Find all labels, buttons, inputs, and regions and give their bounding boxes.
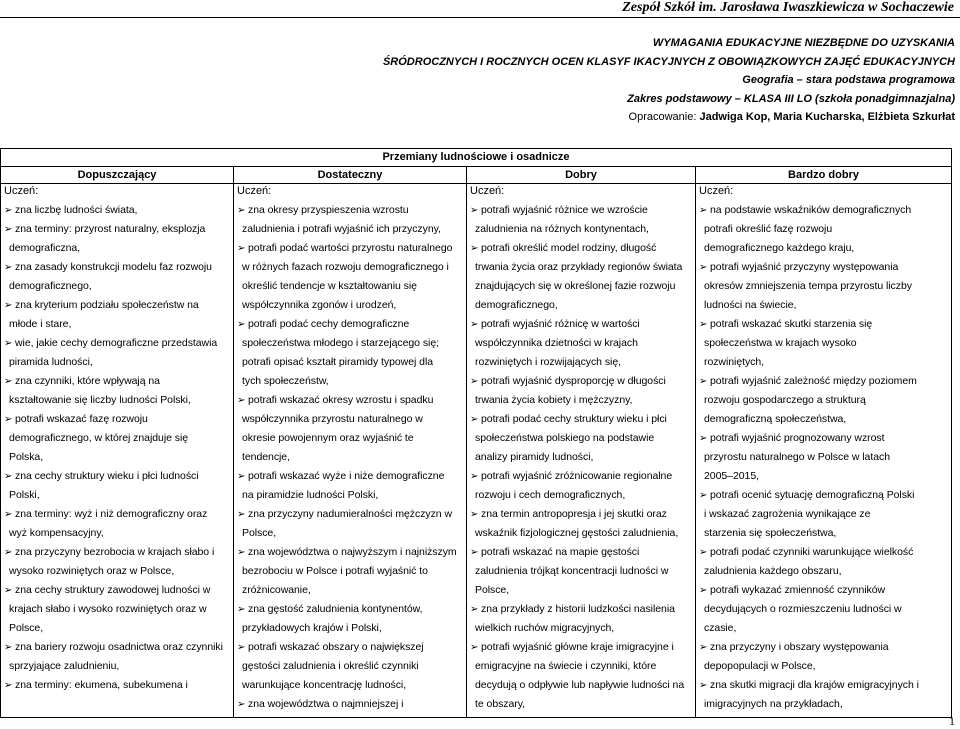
- requirement-text: czasie,: [704, 622, 737, 634]
- requirement-text: potrafi wskazać obszary o największej: [248, 641, 424, 653]
- requirement-line: [470, 524, 692, 543]
- arrow-bullet-icon: ➢: [699, 262, 708, 273]
- requirement-text: potrafi wyjaśnić zróżnicowanie regionalne: [481, 470, 673, 482]
- requirement-text: potrafi wskazać na mapie gęstości: [481, 546, 640, 558]
- requirement-text: zna liczbę ludności świata,: [15, 204, 138, 216]
- requirement-line: [699, 391, 948, 410]
- requirement-text: rozwoju gospodarczego a strukturą: [704, 394, 866, 406]
- requirement-text: bezrobociu w Polsce i potrafi wyjaśnić to: [242, 565, 428, 577]
- requirement-text: znajdujących się w określonej fazie rozwoju: [475, 280, 676, 292]
- arrow-bullet-icon: ➢: [699, 547, 708, 558]
- requirement-text: potrafi wskazać fazę rozwoju: [15, 413, 148, 425]
- requirement-line: [699, 467, 948, 486]
- requirement-line: [699, 296, 948, 315]
- column-dobry: [467, 198, 696, 718]
- requirement-text: zna terminy: ekumena, subekumena i: [15, 679, 188, 691]
- arrow-bullet-icon: ➢: [237, 604, 246, 615]
- requirement-line: [237, 277, 463, 296]
- requirement-text: potrafi ocenić sytuację demograficzną Polski: [710, 489, 915, 501]
- requirement-text: potrafi podać cechy demograficzne: [248, 318, 410, 330]
- requirement-line: [699, 581, 948, 600]
- requirement-line: [699, 353, 948, 372]
- requirement-text: piramida ludności,: [9, 356, 93, 368]
- requirement-text: zna cechy struktury wieku i płci ludności: [15, 470, 199, 482]
- arrow-bullet-icon: ➢: [699, 319, 708, 330]
- section-title: Przemiany ludnościowe i osadnicze: [1, 149, 952, 167]
- arrow-bullet-icon: ➢: [4, 224, 13, 235]
- requirement-line: [470, 258, 692, 277]
- level-header-3: Dobry: [467, 167, 696, 184]
- requirement-text: wyż kompensacyjny,: [9, 527, 104, 539]
- requirement-line: [470, 657, 692, 676]
- requirement-text: gęstości zaludnienia i określić czynniki: [242, 660, 419, 672]
- requirement-text: rozwiniętych i rozwijających się,: [475, 356, 621, 368]
- requirement-text: Polski,: [9, 489, 40, 501]
- requirement-text: sprzyjające zaludnieniu,: [9, 660, 120, 672]
- requirement-text: zaludnienia trójkąt koncentracji ludności w: [475, 565, 669, 577]
- requirement-line: [237, 391, 463, 410]
- requirement-line: [470, 581, 692, 600]
- requirement-text: zna kryterium podziału społeczeństw na: [15, 299, 199, 311]
- requirement-line: [4, 410, 230, 429]
- requirement-line: [237, 695, 463, 714]
- arrow-bullet-icon: ➢: [470, 414, 479, 425]
- requirement-text: kształtowanie się liczby ludności Polski,: [9, 394, 191, 406]
- requirement-text: Polska,: [9, 451, 44, 463]
- arrow-bullet-icon: ➢: [470, 319, 479, 330]
- requirement-line: [699, 619, 948, 638]
- requirement-line: [470, 562, 692, 581]
- requirement-line: [699, 334, 948, 353]
- requirement-line: [4, 638, 230, 657]
- arrow-bullet-icon: ➢: [699, 680, 708, 691]
- requirement-text: Polsce,: [9, 622, 44, 634]
- requirement-line: [4, 600, 230, 619]
- arrow-bullet-icon: ➢: [4, 509, 13, 520]
- header-line-1: WYMAGANIA EDUKACYJNE NIEZBĘDNE DO UZYSKANIA: [652, 37, 955, 49]
- requirement-text: starzenia się społeczeństwa,: [704, 527, 837, 539]
- requirement-line: [4, 429, 230, 448]
- requirement-text: krajach słabo i wysoko rozwiniętych oraz w: [9, 603, 207, 615]
- requirement-text: trwania życia oraz przykłady regionów świata: [475, 261, 683, 273]
- requirement-text: społeczeństwa w krajach wysoko: [704, 337, 857, 349]
- requirements-table: [0, 148, 952, 718]
- requirement-line: [237, 657, 463, 676]
- requirement-text: analizy piramidy ludności,: [475, 451, 594, 463]
- arrow-bullet-icon: ➢: [4, 471, 13, 482]
- requirement-line: [4, 543, 230, 562]
- arrow-bullet-icon: ➢: [4, 585, 13, 596]
- arrow-bullet-icon: ➢: [237, 547, 246, 558]
- requirement-line: [470, 448, 692, 467]
- requirement-line: [470, 220, 692, 239]
- requirement-line: [470, 296, 692, 315]
- student-label: Uczeń:: [467, 184, 696, 199]
- requirement-line: [237, 600, 463, 619]
- arrow-bullet-icon: ➢: [4, 338, 13, 349]
- requirement-line: [699, 600, 948, 619]
- requirement-text: demograficzna,: [9, 242, 81, 254]
- requirement-line: [237, 239, 463, 258]
- requirement-line: [470, 543, 692, 562]
- requirement-text: zna skutki migracji dla krajów emigracyjnych i: [710, 679, 919, 691]
- requirement-line: [4, 201, 230, 220]
- requirement-text: potrafi podać wartości przyrostu naturalnego: [248, 242, 453, 254]
- requirement-line: [4, 391, 230, 410]
- requirement-text: zna przykłady z historii ludzkości nasilenia: [481, 603, 675, 615]
- requirement-line: [237, 201, 463, 220]
- requirement-text: i wskazać zagrożenia wynikające ze: [704, 508, 871, 520]
- requirement-line: [237, 410, 463, 429]
- requirement-text: zróżnicowanie,: [242, 584, 311, 596]
- requirement-line: [237, 638, 463, 657]
- requirement-text: zna cechy struktury zawodowej ludności w: [15, 584, 211, 596]
- requirement-text: wielkich ruchów migracyjnych,: [475, 622, 615, 634]
- requirement-text: potrafi wyjaśnić główne kraje imigracyjne i: [481, 641, 674, 653]
- requirement-line: [237, 296, 463, 315]
- requirement-line: [237, 524, 463, 543]
- column-bardzo-dobry: [696, 198, 952, 718]
- requirement-line: [4, 448, 230, 467]
- requirement-text: wie, jakie cechy demograficzne przedstawia: [15, 337, 218, 349]
- requirement-line: [4, 258, 230, 277]
- requirement-line: [4, 505, 230, 524]
- requirement-text: decydują o odpływie lub napływie ludności na: [475, 679, 685, 691]
- requirement-text: potrafi wyjaśnić przyczyny występowania: [710, 261, 899, 273]
- arrow-bullet-icon: ➢: [4, 376, 13, 387]
- requirement-line: [699, 372, 948, 391]
- requirement-text: demograficznego,: [475, 299, 558, 311]
- requirement-line: [470, 372, 692, 391]
- requirement-line: [699, 657, 948, 676]
- arrow-bullet-icon: ➢: [237, 471, 246, 482]
- requirement-line: [470, 429, 692, 448]
- requirement-line: [470, 239, 692, 258]
- requirement-text: demograficzną społeczeństwa,: [704, 413, 847, 425]
- arrow-bullet-icon: ➢: [699, 490, 708, 501]
- requirement-line: [699, 239, 948, 258]
- requirement-line: [237, 315, 463, 334]
- requirement-text: potrafi podać czynniki warunkujące wielkość: [710, 546, 914, 558]
- requirement-line: [237, 353, 463, 372]
- arrow-bullet-icon: ➢: [470, 471, 479, 482]
- requirement-text: wskaźnik fizjologicznej gęstości zaludnienia,: [475, 527, 679, 539]
- requirement-text: emigracyjne na świecie i czynniki, które: [475, 660, 657, 672]
- requirement-line: [470, 505, 692, 524]
- requirement-line: [699, 277, 948, 296]
- arrow-bullet-icon: ➢: [699, 376, 708, 387]
- requirement-text: potrafi wyjaśnić dysproporcję w długości: [481, 375, 666, 387]
- requirement-text: zaludnienia na różnych kontynentach,: [475, 223, 649, 235]
- requirement-text: zna województwa o najwyższym i najniższym: [248, 546, 457, 558]
- arrow-bullet-icon: ➢: [237, 205, 246, 216]
- requirement-line: [4, 581, 230, 600]
- student-label: Uczeń:: [696, 184, 952, 199]
- requirement-text: potrafi wyjaśnić różnice we wzroście: [481, 204, 648, 216]
- requirement-line: [699, 676, 948, 695]
- requirement-text: zna przyczyny bezrobocia w krajach słabo i: [15, 546, 215, 558]
- requirement-line: [699, 258, 948, 277]
- requirement-line: [4, 277, 230, 296]
- requirement-text: na piramidzie ludności Polski,: [242, 489, 379, 501]
- authors-names: Jadwiga Kop, Maria Kucharska, Elżbieta Szkurłat: [699, 111, 955, 124]
- requirement-text: Polsce,: [242, 527, 277, 539]
- document-header: [383, 34, 955, 127]
- requirement-text: tych społeczeństw,: [242, 375, 329, 387]
- requirement-line: [4, 296, 230, 315]
- requirement-text: określić tendencje w kształtowaniu się: [242, 280, 417, 292]
- requirement-line: [699, 429, 948, 448]
- requirement-line: [699, 543, 948, 562]
- requirement-line: [699, 638, 948, 657]
- requirement-text: trwania życia kobiety i mężczyzny,: [475, 394, 633, 406]
- arrow-bullet-icon: ➢: [4, 680, 13, 691]
- requirement-text: potrafi podać cechy struktury wieku i płci: [481, 413, 667, 425]
- requirement-line: [237, 334, 463, 353]
- requirement-text: potrafi wyjaśnić zależność między poziomem: [710, 375, 917, 387]
- arrow-bullet-icon: ➢: [237, 395, 246, 406]
- requirement-text: okresie powojennym oraz wyjaśnić te: [242, 432, 414, 444]
- requirement-text: demograficznego każdego kraju,: [704, 242, 855, 254]
- requirement-line: [237, 429, 463, 448]
- requirement-text: te obszary,: [475, 698, 526, 710]
- requirement-line: [237, 505, 463, 524]
- requirement-line: [699, 505, 948, 524]
- arrow-bullet-icon: ➢: [237, 642, 246, 653]
- arrow-bullet-icon: ➢: [4, 300, 13, 311]
- requirement-line: [237, 448, 463, 467]
- requirement-line: [470, 676, 692, 695]
- requirement-text: ludności na świecie,: [704, 299, 797, 311]
- level-header-1: Dopuszczający: [1, 167, 234, 184]
- requirement-line: [470, 619, 692, 638]
- requirement-text: młode i stare,: [9, 318, 72, 330]
- requirement-text: wysoko rozwiniętych oraz w Polsce,: [9, 565, 175, 577]
- requirement-line: [237, 220, 463, 239]
- header-line-4: Zakres podstawowy – KLASA III LO (szkoła ponadgimnazjalna): [627, 92, 955, 105]
- requirement-text: warunkujące koncentrację ludności,: [242, 679, 407, 691]
- authors-prefix: Opracowanie:: [628, 111, 700, 124]
- arrow-bullet-icon: ➢: [470, 604, 479, 615]
- requirement-text: 2005–2015,: [704, 470, 759, 482]
- requirement-text: Polsce,: [475, 584, 510, 596]
- requirement-text: współczynnika dzietności w krajach: [475, 337, 638, 349]
- requirement-line: [699, 695, 948, 714]
- arrow-bullet-icon: ➢: [470, 205, 479, 216]
- requirement-line: [4, 220, 230, 239]
- requirement-line: [4, 239, 230, 258]
- requirement-text: zaludnienia i potrafi wyjaśnić ich przyczyny,: [242, 223, 441, 235]
- requirement-text: zna czynniki, które wpływają na: [15, 375, 160, 387]
- requirement-line: [237, 676, 463, 695]
- arrow-bullet-icon: ➢: [699, 585, 708, 596]
- column-dostateczny: [234, 198, 467, 718]
- requirement-text: społeczeństwa młodego i starzejącego się;: [242, 337, 439, 349]
- arrow-bullet-icon: ➢: [470, 376, 479, 387]
- requirement-text: zna zasady konstrukcji modelu faz rozwoju: [15, 261, 212, 273]
- arrow-bullet-icon: ➢: [699, 205, 708, 216]
- arrow-bullet-icon: ➢: [4, 262, 13, 273]
- requirement-text: rozwoju i cech demograficznych,: [475, 489, 626, 501]
- requirement-text: imigracyjnych na przykładach,: [704, 698, 843, 710]
- requirement-text: zna województwa o najmniejszej i: [248, 698, 404, 710]
- requirement-text: na podstawie wskaźników demograficznych: [710, 204, 912, 216]
- requirement-text: zna terminy: przyrost naturalny, eksplozja: [15, 223, 206, 235]
- requirement-line: [470, 486, 692, 505]
- requirement-text: potrafi opisać kształt piramidy typowej dla: [242, 356, 434, 368]
- arrow-bullet-icon: ➢: [4, 414, 13, 425]
- requirement-line: [4, 353, 230, 372]
- level-header-4: Bardzo dobry: [696, 167, 952, 184]
- requirement-line: [237, 486, 463, 505]
- requirement-line: [237, 543, 463, 562]
- arrow-bullet-icon: ➢: [470, 243, 479, 254]
- arrow-bullet-icon: ➢: [699, 642, 708, 653]
- requirement-line: [470, 353, 692, 372]
- requirement-text: rozwiniętych,: [704, 356, 765, 368]
- requirement-line: [470, 600, 692, 619]
- requirement-line: [237, 258, 463, 277]
- arrow-bullet-icon: ➢: [470, 547, 479, 558]
- requirement-line: [699, 448, 948, 467]
- requirement-line: [4, 676, 230, 695]
- requirement-text: przyrostu naturalnego w Polsce w latach: [704, 451, 890, 463]
- requirement-text: depopopulacji w Polsce,: [704, 660, 816, 672]
- requirement-text: przykładowych krajów i Polski,: [242, 622, 382, 634]
- requirement-line: [470, 410, 692, 429]
- requirement-line: [4, 562, 230, 581]
- requirement-text: zna terminy: wyż i niż demograficzny oraz: [15, 508, 208, 520]
- requirement-line: [470, 277, 692, 296]
- requirement-text: potrafi wskazać wyże i niże demograficzne: [248, 470, 445, 482]
- requirement-text: społeczeństwa polskiego na podstawie: [475, 432, 655, 444]
- requirement-line: [470, 638, 692, 657]
- requirement-line: [4, 315, 230, 334]
- requirement-line: [237, 467, 463, 486]
- header-authors: [383, 108, 955, 127]
- requirement-line: [4, 467, 230, 486]
- requirement-text: współczynnika zgonów i urodzeń,: [242, 299, 397, 311]
- school-name: Zespół Szkół im. Jarosława Iwaszkiewicza w Sochaczewie: [622, 0, 954, 15]
- requirement-line: [699, 220, 948, 239]
- requirement-line: [699, 524, 948, 543]
- header-rule: [0, 17, 960, 18]
- requirement-line: [699, 410, 948, 429]
- requirement-line: [470, 391, 692, 410]
- student-label: Uczeń:: [234, 184, 467, 199]
- requirement-text: współczynnika przyrostu naturalnego w: [242, 413, 423, 425]
- arrow-bullet-icon: ➢: [237, 509, 246, 520]
- column-dopuszczajacy: [1, 198, 234, 718]
- requirement-line: [4, 657, 230, 676]
- requirement-text: tendencje,: [242, 451, 290, 463]
- arrow-bullet-icon: ➢: [470, 642, 479, 653]
- requirement-line: [470, 315, 692, 334]
- requirement-line: [699, 201, 948, 220]
- requirement-text: demograficznego, w której znajduje się: [9, 432, 189, 444]
- requirement-line: [237, 562, 463, 581]
- level-header-2: Dostateczny: [234, 167, 467, 184]
- requirement-line: [237, 619, 463, 638]
- requirement-line: [699, 486, 948, 505]
- requirement-line: [699, 562, 948, 581]
- student-label: Uczeń:: [1, 184, 234, 199]
- arrow-bullet-icon: ➢: [699, 433, 708, 444]
- requirement-text: zaludnienia każdego obszaru,: [704, 565, 842, 577]
- arrow-bullet-icon: ➢: [237, 243, 246, 254]
- arrow-bullet-icon: ➢: [4, 547, 13, 558]
- header-line-2: ŚRÓDROCZNYCH I ROCZNYCH OCEN KLASYF IKACYJNYCH Z OBOWIĄZKOWYCH ZAJĘĆ EDUKACYJNYCH: [382, 55, 955, 68]
- requirement-line: [4, 334, 230, 353]
- requirement-text: decydujących o rozmieszczeniu ludności w: [704, 603, 902, 615]
- requirement-text: zna gęstość zaludnienia kontynentów,: [248, 603, 423, 615]
- header-line-3: Geografia – stara podstawa programowa: [742, 74, 955, 87]
- requirement-line: [470, 334, 692, 353]
- requirement-text: zna bariery rozwoju osadnictwa oraz czynniki: [15, 641, 223, 653]
- arrow-bullet-icon: ➢: [470, 509, 479, 520]
- requirement-line: [470, 467, 692, 486]
- requirement-text: potrafi wskazać okresy wzrostu i spadku: [248, 394, 434, 406]
- requirement-line: [4, 619, 230, 638]
- requirement-text: potrafi wyjaśnić prognozowany wzrost: [710, 432, 885, 444]
- requirement-text: w różnych fazach rozwoju demograficznego i: [242, 261, 449, 273]
- page-number: 1: [949, 714, 955, 728]
- arrow-bullet-icon: ➢: [4, 205, 13, 216]
- requirement-text: potrafi określić fazę rozwoju: [704, 223, 833, 235]
- requirement-line: [237, 372, 463, 391]
- requirement-line: [4, 372, 230, 391]
- arrow-bullet-icon: ➢: [4, 642, 13, 653]
- requirement-text: zna okresy przyspieszenia wzrostu: [248, 204, 409, 216]
- requirement-line: [470, 695, 692, 714]
- requirement-text: okresów zmniejszenia tempa przyrostu liczby: [704, 280, 912, 292]
- requirement-text: demograficznego,: [9, 280, 92, 292]
- requirement-text: zna termin antropopresja i jej skutki oraz: [481, 508, 667, 520]
- requirement-text: zna przyczyny nadumieralności mężczyzn w: [248, 508, 452, 520]
- requirement-text: zna przyczyny i obszary występowania: [710, 641, 889, 653]
- requirement-text: potrafi określić model rodziny, długość: [481, 242, 657, 254]
- requirement-line: [237, 581, 463, 600]
- requirement-line: [699, 315, 948, 334]
- requirement-line: [4, 486, 230, 505]
- arrow-bullet-icon: ➢: [237, 699, 246, 710]
- requirement-text: potrafi wykazać zmienność czynników: [710, 584, 886, 596]
- requirement-text: potrafi wyjaśnić różnicę w wartości: [481, 318, 640, 330]
- arrow-bullet-icon: ➢: [237, 319, 246, 330]
- requirement-text: potrafi wskazać skutki starzenia się: [710, 318, 873, 330]
- requirement-line: [470, 201, 692, 220]
- requirement-line: [4, 524, 230, 543]
